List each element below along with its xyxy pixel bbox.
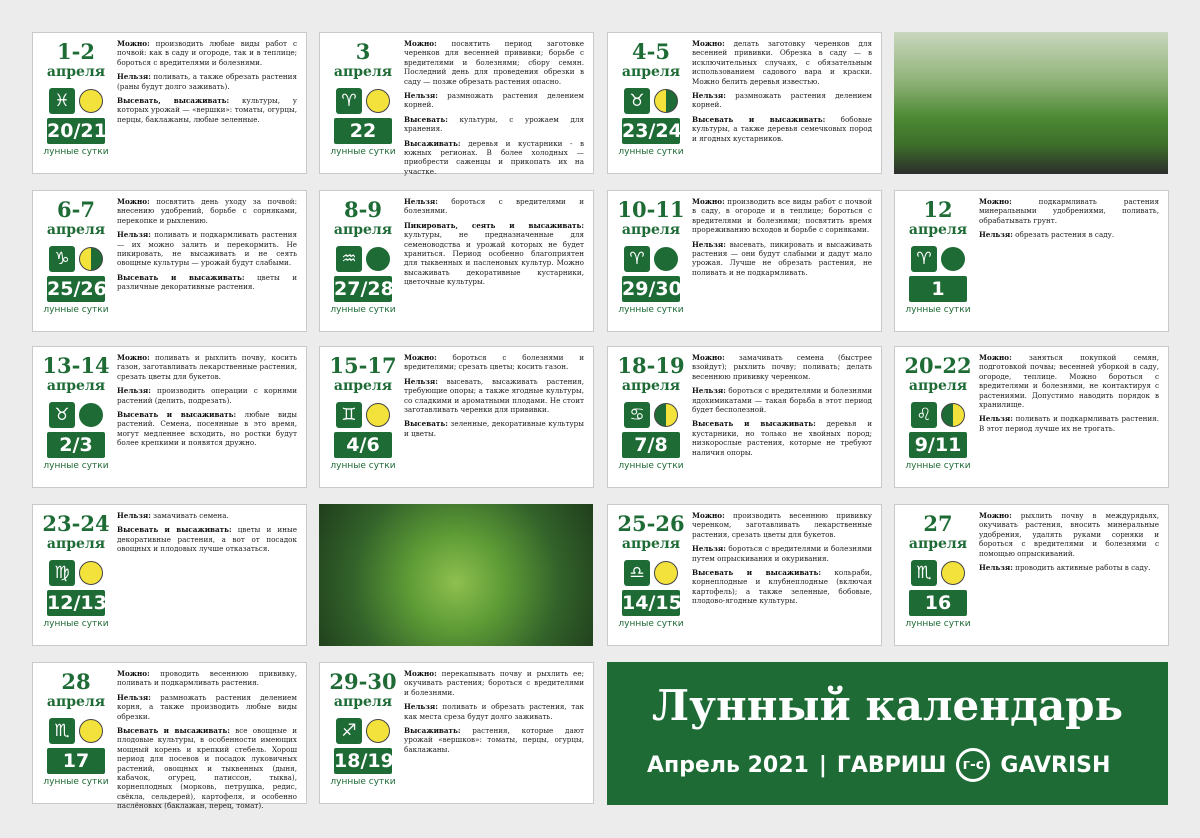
card-text: [692, 511, 872, 611]
card-paragraph: [404, 669, 584, 697]
card-month: апреля: [333, 378, 393, 394]
day-card: [894, 504, 1169, 646]
card-paragraph: [404, 197, 584, 216]
paragraph-heading: Нельзя:: [692, 386, 726, 396]
brand-ru: ГАВРИШ: [836, 752, 947, 778]
paragraph-body: бороться с болезнями и вредителями; срезать цветы; косить газон.: [404, 353, 584, 372]
moon-phase-icon: [79, 247, 103, 271]
card-date-column: [326, 355, 400, 471]
lunar-day: 12/13: [47, 592, 107, 614]
paragraph-body: высевать, пикировать и высаживать растения — они будут слабыми и дадут мало урожая. Лучше не обрезать растения, не поливать и не подкармливать.: [692, 239, 872, 277]
card-icons: [614, 402, 688, 428]
lunar-day-label: лунные сутки: [905, 461, 971, 471]
card-icons: [326, 402, 400, 428]
card-paragraph: [404, 419, 584, 438]
moon-phase-icon: [654, 561, 678, 585]
paragraph-body: посвятить период заготовке черенков для весенней прививки; борьбе с вредителями и болезнями; сбору семян. Последний день для проведения обрезки в саду — позже обрезать растения опасно.: [404, 39, 584, 86]
card-date: 4-5: [632, 39, 670, 64]
paragraph-body: бобовые культуры, а также деревья семечковых пород и ягодных кустарников.: [692, 114, 872, 143]
card-paragraph: [692, 115, 872, 143]
seedlings-photo: [894, 32, 1168, 174]
lunar-day-label: лунные сутки: [618, 461, 684, 471]
card-paragraph: [979, 197, 1159, 225]
paragraph-heading: Нельзя:: [117, 692, 151, 702]
day-card: [607, 190, 882, 332]
moon-phase-icon: [654, 403, 678, 427]
card-paragraph: [979, 414, 1159, 433]
card-date-column: [39, 671, 113, 787]
card-month: апреля: [333, 64, 393, 80]
paragraph-heading: Высевать и высаживать:: [117, 726, 230, 736]
card-text: [404, 39, 584, 181]
paragraph-body: бороться с вредителями и болезнями ядохимикатами — такая борьба в этот период будет бесполезной.: [692, 386, 872, 415]
paragraph-heading: Можно:: [404, 39, 437, 48]
pisces-icon: ♓: [49, 88, 75, 114]
card-paragraph: [117, 353, 297, 381]
card-date-column: [614, 355, 688, 471]
lunar-day-label: лунные сутки: [43, 305, 109, 315]
card-text: [404, 197, 584, 292]
card-icons: [326, 246, 400, 272]
card-text: [692, 39, 872, 148]
paragraph-heading: Можно:: [692, 197, 725, 206]
lunar-day: 27/28: [334, 278, 394, 300]
card-icons: [39, 560, 113, 586]
paragraph-heading: Высевать и высаживать:: [117, 525, 232, 535]
paragraph-heading: Нельзя:: [979, 230, 1013, 240]
paragraph-body: заняться покупкой семян, подготовкой почвы; весенней уборкой в саду, огороде, теплице. Можно бороться с вредителями и болезнями, не контактируя с растениями. Допустимо наводить порядок в хранилище.: [979, 353, 1159, 410]
month-year: Апрель 2021: [647, 752, 809, 778]
lunar-day: 2/3: [47, 432, 105, 458]
card-paragraph: [117, 72, 297, 91]
virgo-icon: ♍: [49, 560, 75, 586]
lunar-day: 17: [47, 748, 105, 774]
paragraph-body: поливать, а также обрезать растения (раны будут долго заживать).: [117, 72, 297, 91]
paragraph-heading: Высевать и высаживать:: [692, 419, 816, 429]
card-paragraph: [117, 273, 297, 292]
card-paragraph: [117, 726, 297, 811]
paragraph-body: поливать и подкармливать растения — их можно залить и перекормить. Не пикировать, не высаживать и не сеять овощные культуры — урожай будут слабыми.: [117, 230, 297, 268]
card-paragraph: [117, 511, 297, 520]
card-month: апреля: [621, 64, 681, 80]
card-month: апреля: [621, 378, 681, 394]
day-card: [607, 32, 882, 174]
paragraph-heading: Нельзя:: [404, 91, 438, 101]
lunar-day-label: лунные сутки: [618, 147, 684, 157]
paragraph-heading: Высевать и высаживать:: [692, 114, 826, 124]
moon-phase-icon: [941, 403, 965, 427]
brand-en: GAVRISH: [1000, 752, 1111, 778]
lunar-day-label: лунные сутки: [330, 147, 396, 157]
card-icons: [39, 88, 113, 114]
card-icons: [901, 402, 975, 428]
card-paragraph: [404, 115, 584, 134]
lunar-day: 9/11: [909, 432, 967, 458]
card-date-column: [39, 199, 113, 315]
day-card: [32, 32, 307, 174]
day-card: [32, 662, 307, 811]
lunar-day: 4/6: [334, 432, 392, 458]
day-card: [607, 346, 882, 488]
card-icons: [901, 560, 975, 586]
card-text: [692, 197, 872, 282]
card-date: 3: [355, 39, 371, 64]
card-date-column: [901, 199, 975, 315]
card-paragraph: [979, 230, 1159, 239]
paragraph-heading: Нельзя:: [979, 414, 1013, 424]
lunar-day: 7/8: [622, 432, 680, 458]
paragraph-heading: Высевать, высаживать:: [117, 96, 230, 106]
lunar-day: 25/26: [47, 278, 107, 300]
card-date-column: [614, 41, 688, 157]
moon-phase-icon: [79, 719, 103, 743]
separator: |: [818, 752, 827, 778]
card-month: апреля: [46, 694, 106, 710]
aries-icon: ♈: [336, 88, 362, 114]
card-paragraph: [117, 386, 297, 405]
paragraph-body: цветы и различные декоративные растения.: [117, 272, 297, 292]
card-paragraph: [692, 240, 872, 278]
card-paragraph: [117, 693, 297, 721]
paragraph-body: замачивать семена.: [150, 511, 229, 520]
paragraph-heading: Нельзя:: [692, 91, 726, 101]
scorpio-icon: ♏: [49, 718, 75, 744]
paragraph-body: посвятить день уходу за почвой: внесению удобрений, борьбе с сорняками, перекопке и рыхлению.: [117, 197, 297, 225]
lunar-day: 1: [909, 276, 967, 302]
card-text: [404, 353, 584, 443]
day-card: [319, 190, 594, 332]
capricorn-icon: ♑: [49, 246, 75, 272]
paragraph-body: делать заготовку черенков для весенней прививки. Обрезка в саду — в исключительных случаях, с обязательным использованием садового вара и краски. Можно белить деревья известью.: [692, 39, 872, 86]
moon-phase-icon: [941, 561, 965, 585]
card-text: [692, 353, 872, 462]
moon-phase-icon: [654, 89, 678, 113]
card-date: 12: [923, 197, 953, 222]
paragraph-heading: Можно:: [979, 353, 1012, 362]
paragraph-body: проводить активные работы в саду.: [1012, 563, 1151, 573]
card-paragraph: [979, 563, 1159, 572]
card-paragraph: [404, 39, 584, 86]
paragraph-body: перекапывать почву и рыхлить ее; окучивать растения; бороться с вредителями и болезнями.: [404, 669, 584, 697]
card-paragraph: [692, 197, 872, 235]
moon-phase-icon: [366, 89, 390, 113]
card-month: апреля: [46, 536, 106, 552]
card-paragraph: [117, 197, 297, 225]
paragraph-heading: Нельзя:: [404, 197, 438, 206]
card-text: [979, 511, 1159, 577]
card-paragraph: [692, 419, 872, 457]
paragraph-body: проводить весеннюю прививку, поливать и подкармливать растения.: [117, 669, 297, 688]
paragraph-heading: Можно:: [117, 197, 150, 206]
card-paragraph: [404, 91, 584, 110]
lunar-day-label: лунные сутки: [330, 461, 396, 471]
taurus-icon: ♉: [49, 402, 75, 428]
lunar-day: 18/19: [334, 750, 394, 772]
day-card: [32, 190, 307, 332]
lunar-day: 14/15: [622, 592, 682, 614]
card-date: 1-2: [57, 39, 95, 64]
card-paragraph: [117, 96, 297, 124]
paragraph-heading: Можно:: [692, 353, 725, 362]
card-icons: [901, 246, 975, 272]
paragraph-heading: Высевать:: [404, 114, 448, 124]
day-card: [32, 504, 307, 646]
card-paragraph: [692, 353, 872, 381]
seedling-in-hand-photo: [319, 504, 593, 646]
paragraph-body: цветы и иные декоративные растения, а вот от посадок овощных и плодовых лучше отказаться.: [117, 525, 297, 554]
paragraph-body: размножать растения делением корней.: [692, 91, 872, 110]
card-date-column: [39, 41, 113, 157]
card-paragraph: [692, 511, 872, 539]
taurus-icon: ♉: [624, 88, 650, 114]
paragraph-body: замачивать семена (быстрее взойдут); рыхлить почву; поливать; делать весеннюю прививку черенком.: [692, 353, 872, 381]
paragraph-heading: Нельзя:: [117, 511, 151, 520]
paragraph-heading: Нельзя:: [117, 386, 151, 396]
moon-phase-icon: [79, 89, 103, 113]
card-paragraph: [692, 39, 872, 86]
card-month: апреля: [46, 222, 106, 238]
lunar-day-label: лунные сутки: [43, 777, 109, 787]
paragraph-heading: Можно:: [979, 197, 1012, 206]
lunar-day: 23/24: [622, 120, 682, 142]
card-paragraph: [404, 726, 584, 754]
aquarius-icon: ♒: [336, 246, 362, 272]
card-date: 27: [923, 511, 953, 536]
card-paragraph: [692, 386, 872, 414]
card-text: [979, 353, 1159, 438]
day-card: [894, 190, 1169, 332]
paragraph-body: все овощные и плодовые культуры, в особенности имеющих мощный корень и крепкий стебель. Хорош период для посевов и посадок луковичных растений, овощных и тыквенных (дыня, кабачок, огурец, патиссон, тыква), корнеплодных (морковь, петрушка, редис, свёкла, сельдерей), картофеля, и особенно паслёновых (баклажан, перец, томат).: [117, 726, 297, 811]
card-date-column: [614, 199, 688, 315]
lunar-day-label: лунные сутки: [618, 305, 684, 315]
card-paragraph: [117, 230, 297, 268]
card-icons: [39, 718, 113, 744]
paragraph-heading: Можно:: [117, 39, 150, 48]
paragraph-heading: Нельзя:: [404, 702, 438, 712]
paragraph-body: культуры, с урожаем для хранения.: [404, 114, 584, 134]
card-month: апреля: [908, 222, 968, 238]
paragraph-body: размножать растения делением корня, а также производить любые виды обрезки.: [117, 692, 297, 721]
day-card: [607, 504, 882, 646]
card-text: [404, 669, 584, 759]
gemini-icon: ♊: [336, 402, 362, 428]
card-icons: [614, 246, 688, 272]
lunar-day: 16: [909, 590, 967, 616]
gavrish-logo: г-с: [956, 748, 990, 782]
card-date: 18-19: [617, 353, 685, 378]
aries-icon: ♈: [624, 246, 650, 272]
card-paragraph: [404, 353, 584, 372]
paragraph-heading: Можно:: [117, 669, 150, 678]
paragraph-body: зеленные, декоративные культуры и цветы.: [404, 419, 584, 438]
paragraph-body: растения, которые дают урожай «вершков»: томаты, перцы, огурцы, баклажаны.: [404, 726, 584, 754]
card-month: апреля: [621, 222, 681, 238]
card-month: апреля: [333, 222, 393, 238]
paragraph-heading: Нельзя:: [404, 376, 438, 386]
day-card: [894, 346, 1169, 488]
aries-icon: ♈: [911, 246, 937, 272]
card-date: 28: [61, 669, 91, 694]
card-date: 10-11: [617, 197, 685, 222]
card-icons: [326, 88, 400, 114]
paragraph-body: кольраби, корнеплодные и клубнеплодные (включая картофель); а также зеленные, бобовые, плодово-ягодные культуры.: [692, 568, 873, 606]
paragraph-body: бороться с вредителями и болезнями.: [404, 197, 584, 216]
card-date-column: [614, 513, 688, 629]
lunar-day-label: лунные сутки: [330, 305, 396, 315]
card-paragraph: [404, 139, 584, 177]
paragraph-heading: Можно:: [117, 353, 150, 362]
day-card: [319, 346, 594, 488]
card-month: апреля: [908, 536, 968, 552]
moon-phase-icon: [79, 403, 103, 427]
lunar-day-label: лунные сутки: [43, 461, 109, 471]
paragraph-heading: Нельзя:: [117, 72, 151, 82]
libra-icon: ♎: [624, 560, 650, 586]
card-date: 13-14: [42, 353, 110, 378]
title-banner: [607, 662, 1168, 805]
card-paragraph: [692, 91, 872, 110]
card-text: [979, 197, 1159, 245]
paragraph-body: поливать и рыхлить почву, косить газон, заготавливать лекарственные растения, срезать цветы для букетов.: [117, 353, 298, 381]
paragraph-body: рыхлить почву в междурядьях, окучивать растения, вносить минеральные удобрения, удалять руками сорняки и бороться с вредителями и болезнями с помощью опрыскиваний.: [979, 511, 1159, 558]
card-paragraph: [117, 525, 297, 553]
paragraph-body: производить любые виды работ с почвой: как в саду и огороде, так и в теплице; бороться с вредителями и болезнями.: [117, 39, 297, 67]
card-date: 20-22: [904, 353, 972, 378]
lunar-day-label: лунные сутки: [618, 619, 684, 629]
card-text: [117, 511, 297, 559]
paragraph-heading: Можно:: [979, 511, 1012, 520]
lunar-day-label: лунные сутки: [905, 619, 971, 629]
paragraph-body: поливать и подкармливать растения. В этот период лучше их не трогать.: [979, 414, 1159, 433]
sagittarius-icon: ♐: [336, 718, 362, 744]
paragraph-body: производить все виды работ с почвой в саду, в огороде и в теплице; бороться с вредителями и болезнями; посвятить время прореживанию всходов и борьбе с сорняками.: [692, 197, 872, 235]
card-date-column: [901, 513, 975, 629]
lunar-day: 29/30: [622, 278, 682, 300]
paragraph-body: поливать и обрезать растения, так как места среза будут долго заживать.: [404, 702, 584, 721]
card-paragraph: [692, 568, 872, 606]
paragraph-body: производить весеннюю прививку черенком, заготавливать лекарственные растения, срезать цветы для букетов.: [692, 511, 872, 539]
day-card: [32, 346, 307, 488]
lunar-day: 20/21: [47, 120, 107, 142]
paragraph-heading: Высевать и высаживать:: [117, 410, 237, 420]
card-date-column: [901, 355, 975, 471]
paragraph-heading: Можно:: [692, 511, 725, 520]
card-date: 25-26: [617, 511, 685, 536]
paragraph-heading: Высевать и высаживать:: [117, 272, 245, 282]
paragraph-heading: Можно:: [404, 669, 437, 678]
paragraph-body: размножать растения делением корней.: [404, 91, 584, 110]
paragraph-heading: Нельзя:: [692, 544, 726, 554]
card-date: 6-7: [57, 197, 95, 222]
moon-phase-icon: [654, 247, 678, 271]
moon-phase-icon: [366, 719, 390, 743]
card-paragraph: [979, 353, 1159, 409]
banner-subtitle-row: [647, 748, 1127, 782]
card-text: [117, 39, 297, 129]
moon-phase-icon: [79, 561, 103, 585]
card-date-column: [326, 671, 400, 787]
paragraph-body: культуры, у которых урожай — «вершки»: томаты, огурцы, перцы, баклажаны, любые зеленные.: [117, 96, 297, 124]
lunar-day-label: лунные сутки: [905, 305, 971, 315]
card-date-column: [39, 355, 113, 471]
card-date-column: [39, 513, 113, 629]
leo-icon: ♌: [911, 402, 937, 428]
card-month: апреля: [46, 64, 106, 80]
paragraph-heading: Высаживать:: [404, 138, 461, 148]
paragraph-body: деревья и кустарники - в южных регионах. В более холодных — приобрести саженцы и прикопать их на участке.: [404, 138, 584, 176]
card-paragraph: [117, 410, 297, 448]
card-date-column: [326, 199, 400, 315]
card-icons: [614, 88, 688, 114]
lunar-day-label: лунные сутки: [43, 147, 109, 157]
moon-phase-icon: [366, 247, 390, 271]
paragraph-heading: Нельзя:: [979, 563, 1013, 573]
paragraph-heading: Пикировать, сеять и высаживать:: [404, 220, 584, 230]
card-paragraph: [692, 544, 872, 563]
paragraph-body: производить операции с корнями растений (делить, подрезать).: [117, 386, 297, 405]
paragraph-heading: Нельзя:: [692, 239, 726, 249]
paragraph-heading: Высаживать:: [404, 726, 461, 736]
moon-phase-icon: [366, 403, 390, 427]
paragraph-body: культуры, не предназначенные для семеноводства и урожай которых не будет храниться. Период особенно благоприятен для тыквенных и пасленовых культур. Можно высаживать декоративные кустарники, цветочные культуры.: [404, 230, 584, 287]
card-paragraph: [117, 39, 297, 67]
card-paragraph: [404, 702, 584, 721]
card-month: апреля: [908, 378, 968, 394]
card-date: 15-17: [329, 353, 397, 378]
card-month: апреля: [621, 536, 681, 552]
card-text: [117, 353, 297, 453]
paragraph-body: высевать, высаживать растения, требующие опоры; а также ягодные культуры, со сладкими и ароматными плодами. Не стоит заготавливать черенки для прививки.: [404, 376, 584, 415]
card-text: [117, 669, 297, 816]
lunar-day: 22: [334, 118, 392, 144]
paragraph-body: подкармливать растения минеральными удобрениями, поливать, обрабатывать грунт.: [979, 197, 1159, 225]
card-date: 23-24: [42, 511, 110, 536]
card-paragraph: [404, 221, 584, 287]
card-text: [117, 197, 297, 297]
paragraph-heading: Можно:: [692, 39, 725, 48]
scorpio-icon: ♏: [911, 560, 937, 586]
card-month: апреля: [46, 378, 106, 394]
cancer-icon: ♋: [624, 402, 650, 428]
card-date: 29-30: [329, 669, 397, 694]
day-card: [319, 662, 594, 804]
paragraph-heading: Можно:: [404, 353, 437, 362]
card-date-column: [326, 41, 400, 157]
card-paragraph: [404, 377, 584, 415]
paragraph-heading: Нельзя:: [117, 230, 151, 240]
paragraph-body: любые виды растений. Семена, посеянные в это время, могут медленнее всходить, но ростки будут более крепкими и появятся дружно.: [117, 410, 297, 448]
lunar-day-label: лунные сутки: [330, 777, 396, 787]
card-icons: [39, 402, 113, 428]
day-card: [319, 32, 594, 174]
card-paragraph: [979, 511, 1159, 558]
paragraph-body: бороться с вредителями и болезнями путем опрыскивания и окуривания.: [692, 544, 872, 563]
card-icons: [326, 718, 400, 744]
card-month: апреля: [333, 694, 393, 710]
card-icons: [39, 246, 113, 272]
card-paragraph: [117, 669, 297, 688]
lunar-day-label: лунные сутки: [43, 619, 109, 629]
card-icons: [614, 560, 688, 586]
calendar-title: Лунный календарь: [651, 681, 1124, 730]
paragraph-body: деревья и кустарники, но только не хвойных пород; низкорослые растения, которые не требуют наличия опоры.: [692, 419, 872, 457]
moon-phase-icon: [941, 247, 965, 271]
paragraph-heading: Высевать:: [404, 419, 448, 429]
card-date: 8-9: [344, 197, 382, 222]
paragraph-body: обрезать растения в саду.: [1012, 230, 1115, 240]
paragraph-heading: Высевать и высаживать:: [692, 568, 822, 578]
